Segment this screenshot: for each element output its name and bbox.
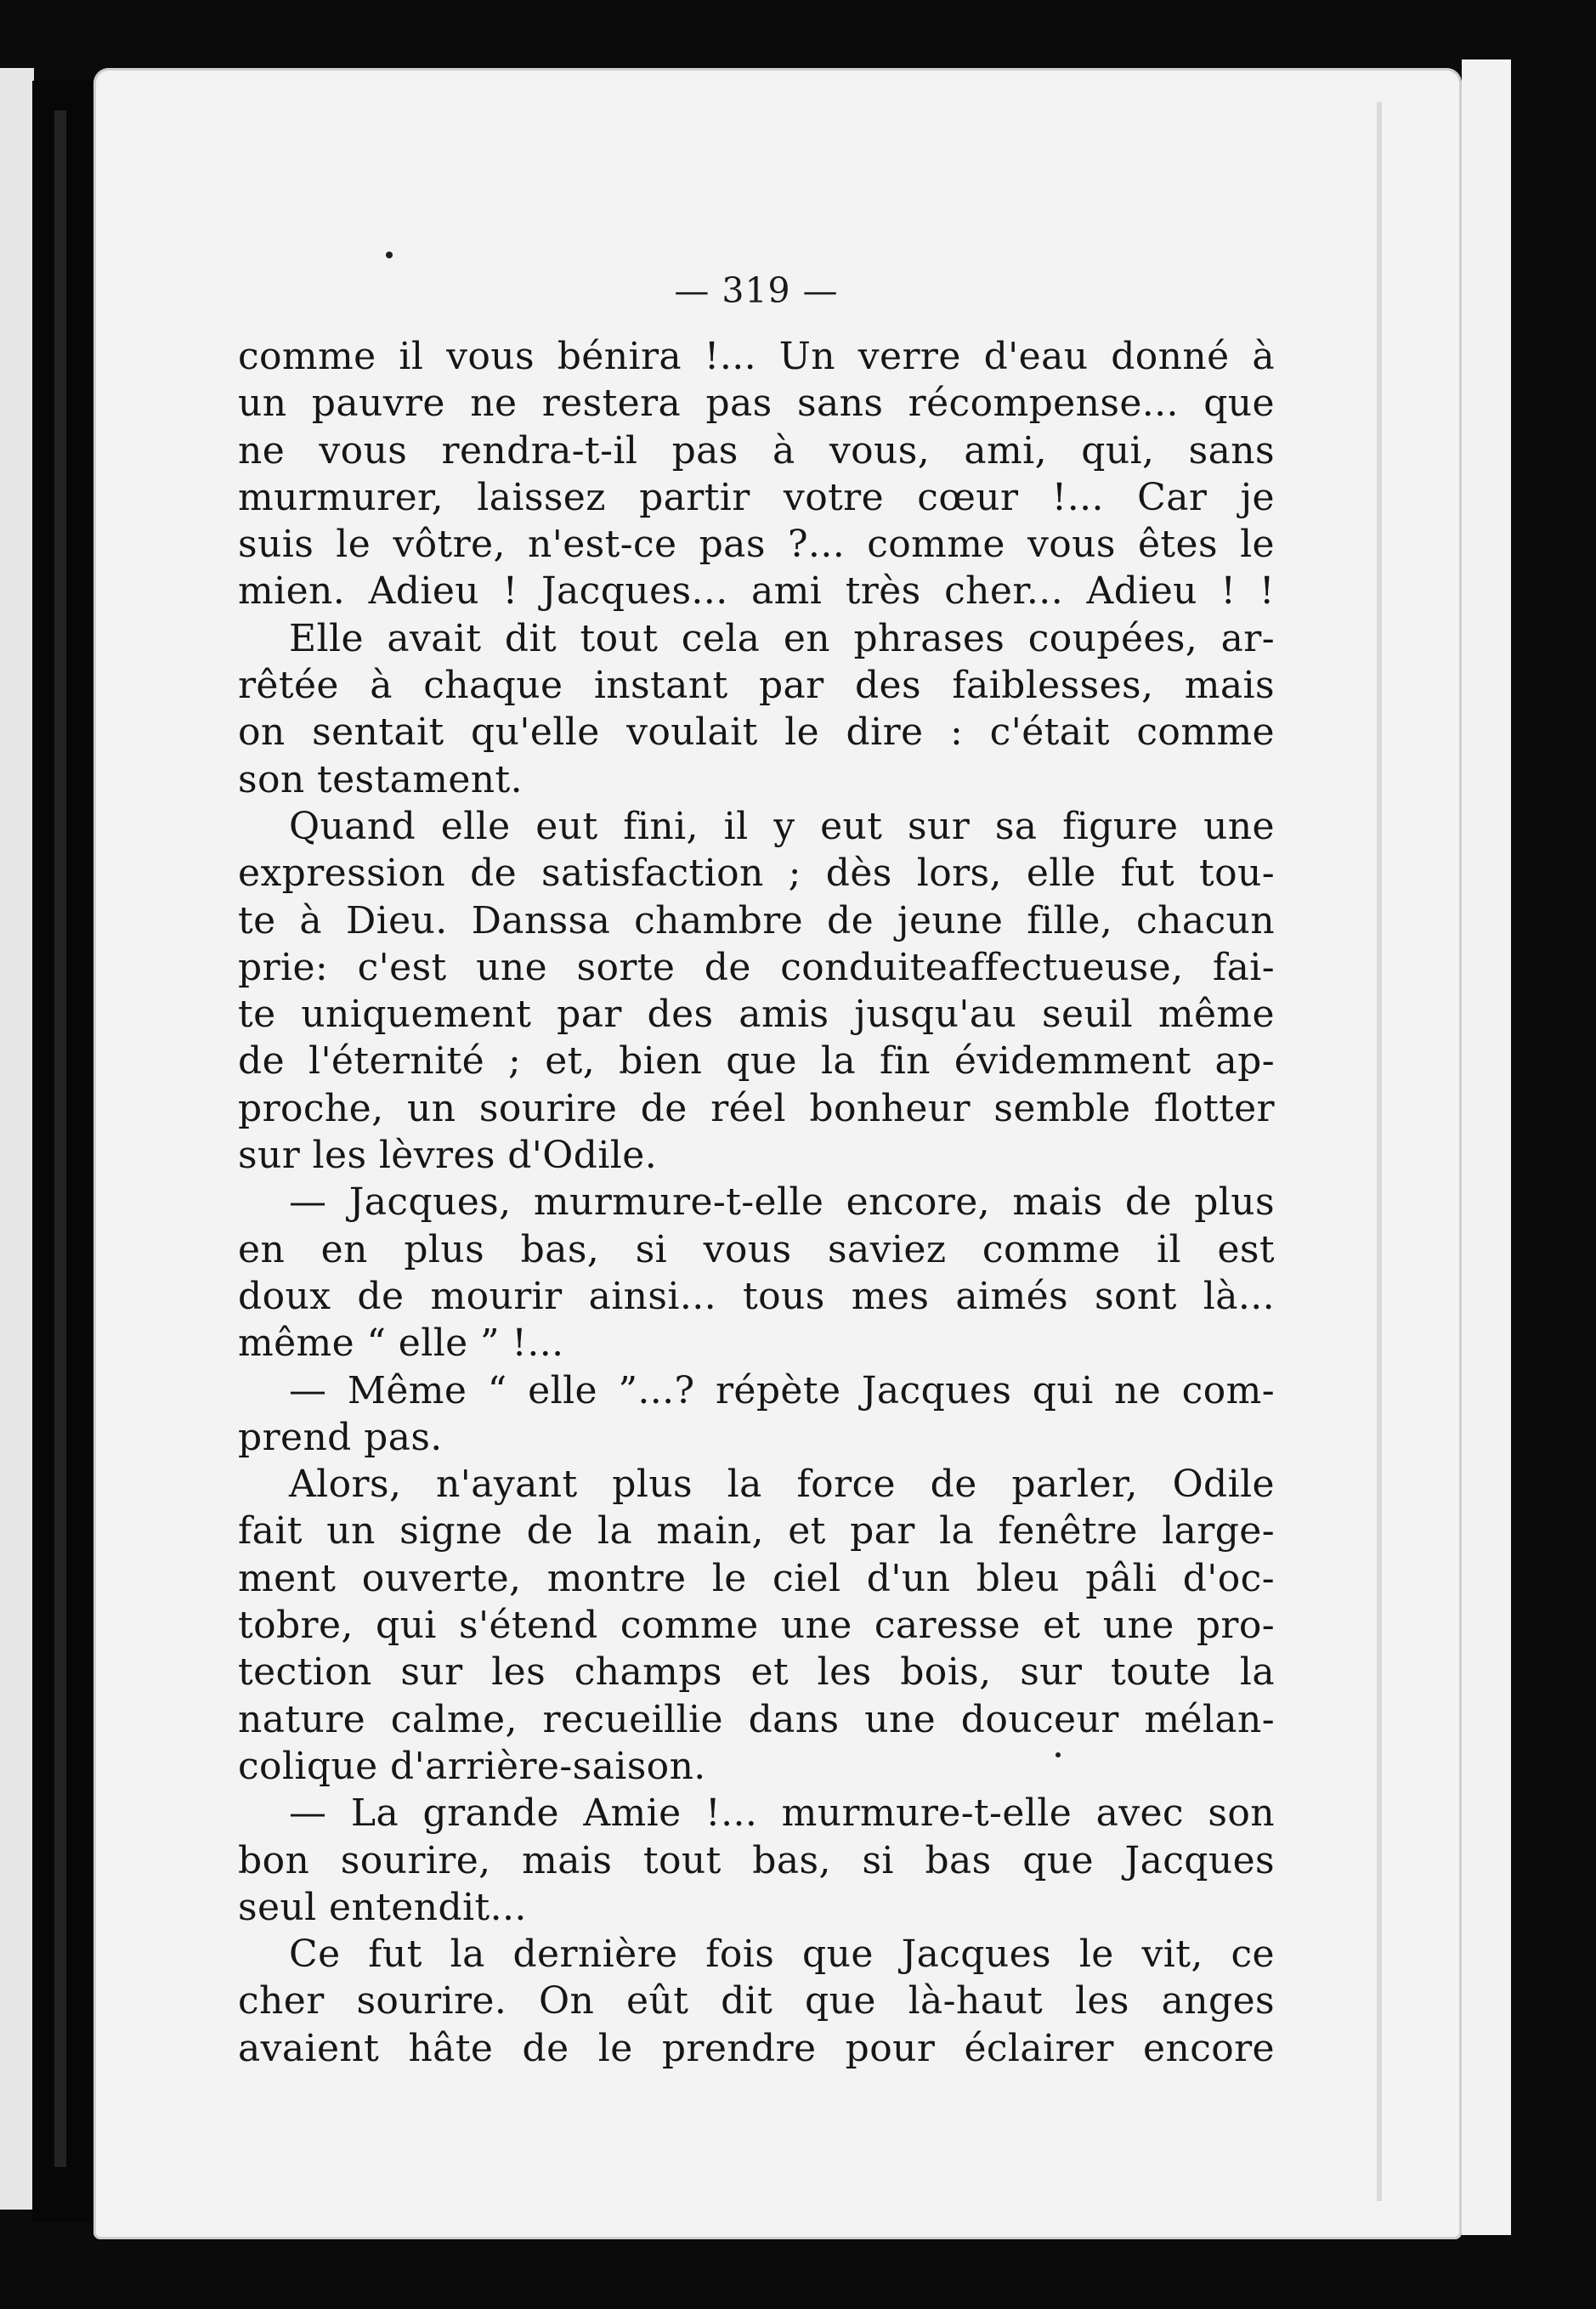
text-line: Ce fut la dernière fois que Jacques le vit, ce [289,1933,1275,1977]
text-line: Quand elle eut fini, il y eut sur sa figure une [289,804,1275,848]
text-line: — La grande Amie !... murmure-t-elle avec son [289,1791,1275,1836]
book-spine-shadow [32,81,102,2222]
text-line: mien. Adieu ! Jacques... ami très cher... Adieu ! ! [238,569,1275,614]
text-line: de l'éternité ; et, bien que la fin évidemment ap- [238,1039,1275,1084]
text-line: colique d'arrière-saison. [238,1744,706,1788]
page-text [238,333,1275,2072]
text-line: suis le vôtre, n'est-ce pas ?... comme vous êtes le [238,523,1275,567]
text-line: prend pas. [238,1415,443,1459]
text-line: ne vous rendra-t-il pas à vous, ami, qui, sans [238,428,1275,473]
text-line: cher sourire. On eût dit que là-haut les anges [238,1979,1275,2023]
left-page-edge [0,68,34,2210]
text-line: en en plus bas, si vous saviez comme il est [238,1227,1275,1271]
text-line: te uniquement par des amis jusqu'au seuil même [238,993,1275,1037]
text-line: murmurer, laissez partir votre cœur !... Car je [238,475,1275,519]
text-line: Alors, n'ayant plus la force de parler, Odile [289,1463,1275,1507]
text-line: doux de mourir ainsi... tous mes aimés sont là... [238,1274,1275,1318]
text-line: prie: c'est une sorte de conduiteaffectueuse, fai- [238,945,1275,989]
text-line: même “ elle ” !... [238,1321,564,1366]
right-page-edge [1462,59,1511,2235]
speck-mark [386,252,393,258]
text-line: avaient hâte de le prendre pour éclairer encore [238,2026,1275,2070]
text-line: on sentait qu'elle voulait le dire : c'était comme [238,710,1275,755]
text-line: son testament. [238,757,523,801]
text-line: sur les lèvres d'Odile. [238,1134,658,1178]
text-line: te à Dieu. Danssa chambre de jeune fille, chacun [238,898,1275,942]
text-line: bon sourire, mais tout bas, si bas que Jacques [238,1838,1275,1882]
text-line: un pauvre ne restera pas sans récompense... que [238,382,1275,426]
text-line: tection sur les champs et les bois, sur toute la [238,1650,1275,1695]
text-line: comme il vous bénira !... Un verre d'eau donné à [238,335,1275,378]
text-line: rêtée à chaque instant par des faiblesses, mais [238,664,1275,708]
page-edge-line [1377,102,1382,2201]
text-line: — Jacques, murmure-t-elle encore, mais de plus [289,1180,1275,1225]
text-line: nature calme, recueillie dans une douceur mélan- [238,1697,1275,1741]
text-line: expression de satisfaction ; dès lors, elle fut tou- [238,852,1275,896]
spine-gutter [54,110,66,2167]
text-line: ment ouverte, montre le ciel d'un bleu pâli d'oc- [238,1556,1275,1600]
text-line: seul entendit... [238,1885,527,1929]
text-line: tobre, qui s'étend comme une caresse et une pro- [238,1604,1275,1648]
text-line: fait un signe de la main, et par la fenêtre large- [238,1509,1275,1553]
text-line: Elle avait dit tout cela en phrases coupées, ar- [289,616,1275,660]
text-line: — Même “ elle ”...? répète Jacques qui ne com- [289,1368,1275,1412]
text-line: proche, un sourire de réel bonheur semble flotter [238,1086,1275,1130]
page-number: — 319 — [674,270,839,311]
